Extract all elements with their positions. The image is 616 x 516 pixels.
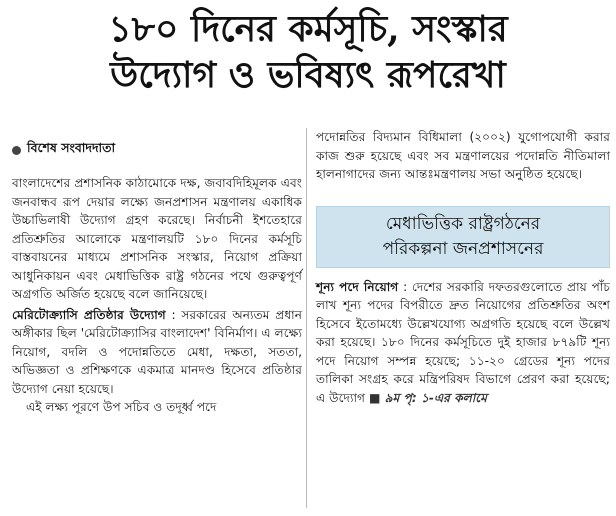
continuation-note: ■ ৯ম পৃ: ১-এর কলামে: [368, 390, 487, 405]
column-divider: [306, 128, 307, 508]
left-paragraph-1: বাংলাদেশের প্রশাসনিক কাঠামোকে দক্ষ, জবাবদিহিমূলক এবং জনবান্ধব রূপ দেয়ার লক্ষ্যে জনপ্রশাসন মন্ত্রণালয় একাধিক উচ্চাভিলাষী উদ্যোগ গ্রহণ করেছে। নির্বাচনী ইশতেহারে প্রতিশ্রুতির আলোকে মন্ত্রণালয়টি ১৮০ দিনের কর্মসূচি বাস্তবায়নের মাধ্যমে প্রশাসনিক সংস্কার, নিয়োগ প্রক্রিয়া আধুনিকায়ন এবং মেধাভিত্তিক রাষ্ট্র গঠনের পথে গুরুত্বপূর্ণ অগ্রগতি অর্জিত হয়েছে বলে জানিয়েছে।: [12, 176, 302, 301]
right-paragraph-2-text: : দেশের সরকারি দফতরগুলোতে প্রায় পাঁচ লাখ শূন্য পদের বিপরীতে দ্রুত নিয়োগের প্রতিশ্রুতির অংশ হিসেবে ইতোমধ্যে উল্লেখযোগ্য অগ্রগতি হয়েছে বলে উল্লেখ করা হয়েছে। ১৮০ দিনের কর্মসূচিতে দুই হাজার ৮৭৯টি শূন্য পদে নিয়োগ সম্পন্ন হয়েছে; ১১-২০ গ্রেডের শূন্য পদের তালিকা সংগ্রহ করে মন্ত্রিপরিষদ বিভাগে প্রেরণ করা হয়েছে; এ উদ্যোগ: [316, 279, 610, 405]
headline: [0, 6, 616, 98]
right-paragraph-1: পদোন্নতির বিদ্যমান বিধিমালা (২০০২) যুগোপযোগী করার কাজ শুরু হয়েছে এবং সব মন্ত্রণালয়ের পদোন্নতি নীতিমালা হালনাগাদের জন্য আন্তঃমন্ত্রণালয় সভা অনুষ্ঠিত হয়েছে।: [316, 130, 610, 181]
left-paragraph-2: [12, 306, 302, 399]
right-paragraph-2: [316, 278, 610, 408]
headline-line-2: উদ্যোগ ও ভবিষ্যৎ রূপরেখা: [110, 54, 506, 96]
right-subheading: শূন্য পদে নিয়োগ: [316, 279, 399, 294]
left-paragraph-2-text: : সরকারের অন্যতম প্রধান অঙ্গীকার ছিল 'মেরিটোক্র্যাসির বাংলাদেশ' বিনির্মাণ। এ লক্ষ্যে নিয়োগ, বদলি ও পদোন্নতিতে মেধা, দক্ষতা, সততা, অভিজ্ঞতা ও প্রশিক্ষণকে একমাত্র মানদণ্ড হিসেবে প্রতিষ্ঠার উদ্যোগ নেয়া হয়েছে।: [12, 307, 302, 396]
left-paragraph-3: এই লক্ষ্য পূরণে উপ সচিব ও তদূর্ধ্ব পদে: [26, 400, 217, 414]
pull-quote-line-2: পরিকল্পনা জনপ্রশাসনের: [382, 238, 544, 259]
right-column: [316, 128, 610, 407]
headline-line-1: ১৮০ দিনের কর্মসূচি, সংস্কার: [108, 8, 508, 50]
pull-quote-line-1: মেধাভিত্তিক রাষ্ট্রগঠনের: [385, 213, 541, 234]
pull-quote-box: [316, 206, 610, 268]
byline-text: বিশেষ সংবাদদাতা: [27, 140, 116, 155]
left-column: [12, 128, 302, 417]
left-subheading: মেরিটোক্র্যাসি প্রতিষ্ঠার উদ্যোগ: [12, 307, 166, 322]
bullet-icon: [12, 146, 21, 155]
byline: [12, 140, 302, 160]
